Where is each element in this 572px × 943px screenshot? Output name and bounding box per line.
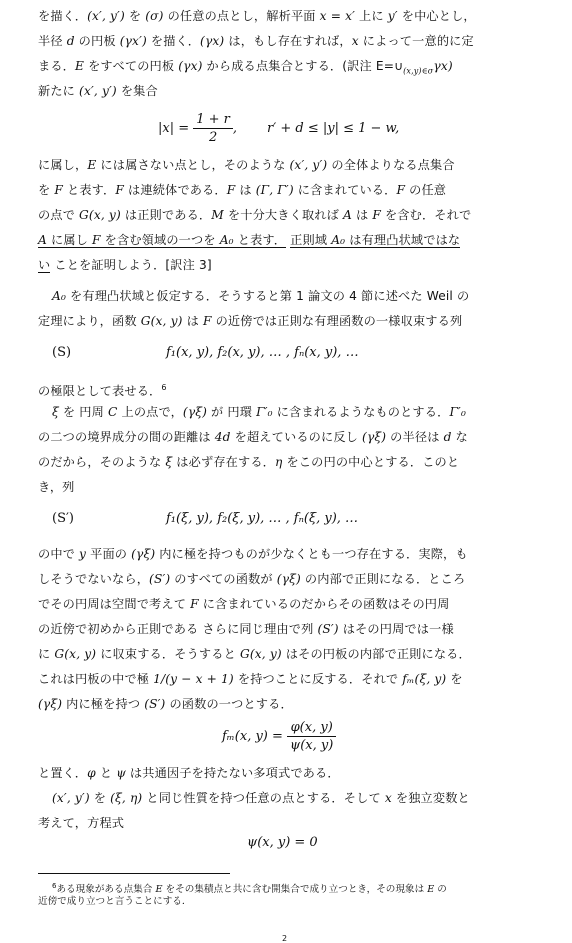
underlined-text: い <box>38 258 51 272</box>
sequence-label: (S) <box>52 345 72 360</box>
sequence-formula: f₁(x, y), f₂(x, y), … , fₙ(x, y), … <box>166 345 359 360</box>
text-line: でその円周は空間で考えて F に含まれているのだからその函数はその円周 <box>38 597 450 611</box>
equation-set-definition: |x| = $\frac{1 + r}{2}$ , r′ + d ≤ |y| ≤ 1 − w, <box>158 112 400 145</box>
sequence-formula: f₁(ξ, y), f₂(ξ, y), … , fₙ(ξ, y), … <box>166 511 359 526</box>
text-line: を F と表す．F は連続体である．F は (Γ, Γ′) に含まれている．F の任意 <box>38 183 447 197</box>
footnote-line: $^6$ある現象がある点集合 E をその集積点と共に含む開集合で成り立つとき，その現象は E の <box>52 882 447 896</box>
text-line: しそうでないなら，(S′) のすべての函数が (γξ) の内部で正則になる．ところ <box>38 572 466 586</box>
text-line: い ことを証明しよう．[訳注 3] <box>38 258 212 272</box>
text-line: A₀ を有理凸状域と仮定する．そうすると第 1 論文の 4 節に述べた Weil の <box>52 289 470 303</box>
equation-psi: ψ(x, y) = 0 <box>247 835 318 850</box>
text-line: の二つの境界成分の間の距離は 4d を超えているのに反し (γξ) の半径は d な <box>38 430 468 444</box>
text-line: に属し，E には属さない点とし，そのような (x′, y′) の全体よりなる点集合 <box>38 158 455 172</box>
text-line: の近傍で初めから正則である さらに同じ理由で列 (S′) はその円周では一様 <box>38 622 454 636</box>
text-line: ξ を 円周 C 上の点で，(γξ) が 円環 Γ′₀ に含まれるようなものとする．Γ′₀ <box>52 405 466 419</box>
text-line: を描く．(x′, y′) を (σ) の任意の点とし，解析平面 x = x′ 上に y′ を中心とし， <box>38 9 476 23</box>
text-line: まる．E をすべての円板 (γx) から成る点集合とする．(訳注 $E=\cup_{(x,y)\in\sigma}\gamma x$) <box>38 59 453 76</box>
text-line <box>38 232 538 248</box>
underlined-text: 正則域 A₀ は有理凸状域ではな <box>290 233 461 247</box>
text-line: 考えて，方程式 <box>38 816 125 830</box>
text-line: (γξ) 内に極を持つ (S′) の函数の一つとする． <box>38 697 293 711</box>
page-number: 2 <box>282 934 288 943</box>
text-line: これは円板の中で極 1/(y − x + 1) を持つことに反する．それで fₘ(ξ, y) を <box>38 672 463 686</box>
text-line: の中で y 平面の (γξ) 内に極を持つものが少なくとも一つ存在する．実際，も <box>38 547 468 561</box>
text-line: に G(x, y) に収束する．そうすると G(x, y) はその円板の内部で正則になる． <box>38 647 471 661</box>
footnote-line: 近傍で成り立つと言うことにする． <box>38 896 192 907</box>
underlined-text: A に属し F を含む領域の一つを A₀ と表す． <box>38 233 287 247</box>
text-line: (x′, y′) を (ξ, η) と同じ性質を持つ任意の点とする．そして x を独立変数と <box>52 791 470 805</box>
text-line: 半径 d の円板 (γx′) を描く．(γx) は，もし存在すれば，x によって一意的に定 <box>38 34 474 48</box>
sequence-label: (S′) <box>52 511 75 526</box>
text-line: と置く．φ と ψ は共通因子を持たない多項式である． <box>38 766 340 780</box>
text-line: き，列 <box>38 480 75 494</box>
text-line: の極限として表せる．$^6$ <box>38 383 167 399</box>
text-line: の点で G(x, y) は正則である．M を十分大きく取れば A は F を含む．それで <box>38 208 472 222</box>
text-line: のだから，そのような ξ は必ず存在する．η をこの円の中心とする．このと <box>38 455 460 469</box>
text-line: 新たに (x′, y′) を集合 <box>38 84 158 98</box>
equation-fm: fₘ(x, y) = $\frac{\varphi(x, y)}{\psi(x, y)}$ <box>222 720 336 753</box>
text-line: 定理により，函数 G(x, y) は F の近傍では正則な有理函数の一様収束する列 <box>38 314 463 328</box>
footnote-marker: 6 <box>161 383 167 392</box>
footnote-rule <box>38 873 230 874</box>
